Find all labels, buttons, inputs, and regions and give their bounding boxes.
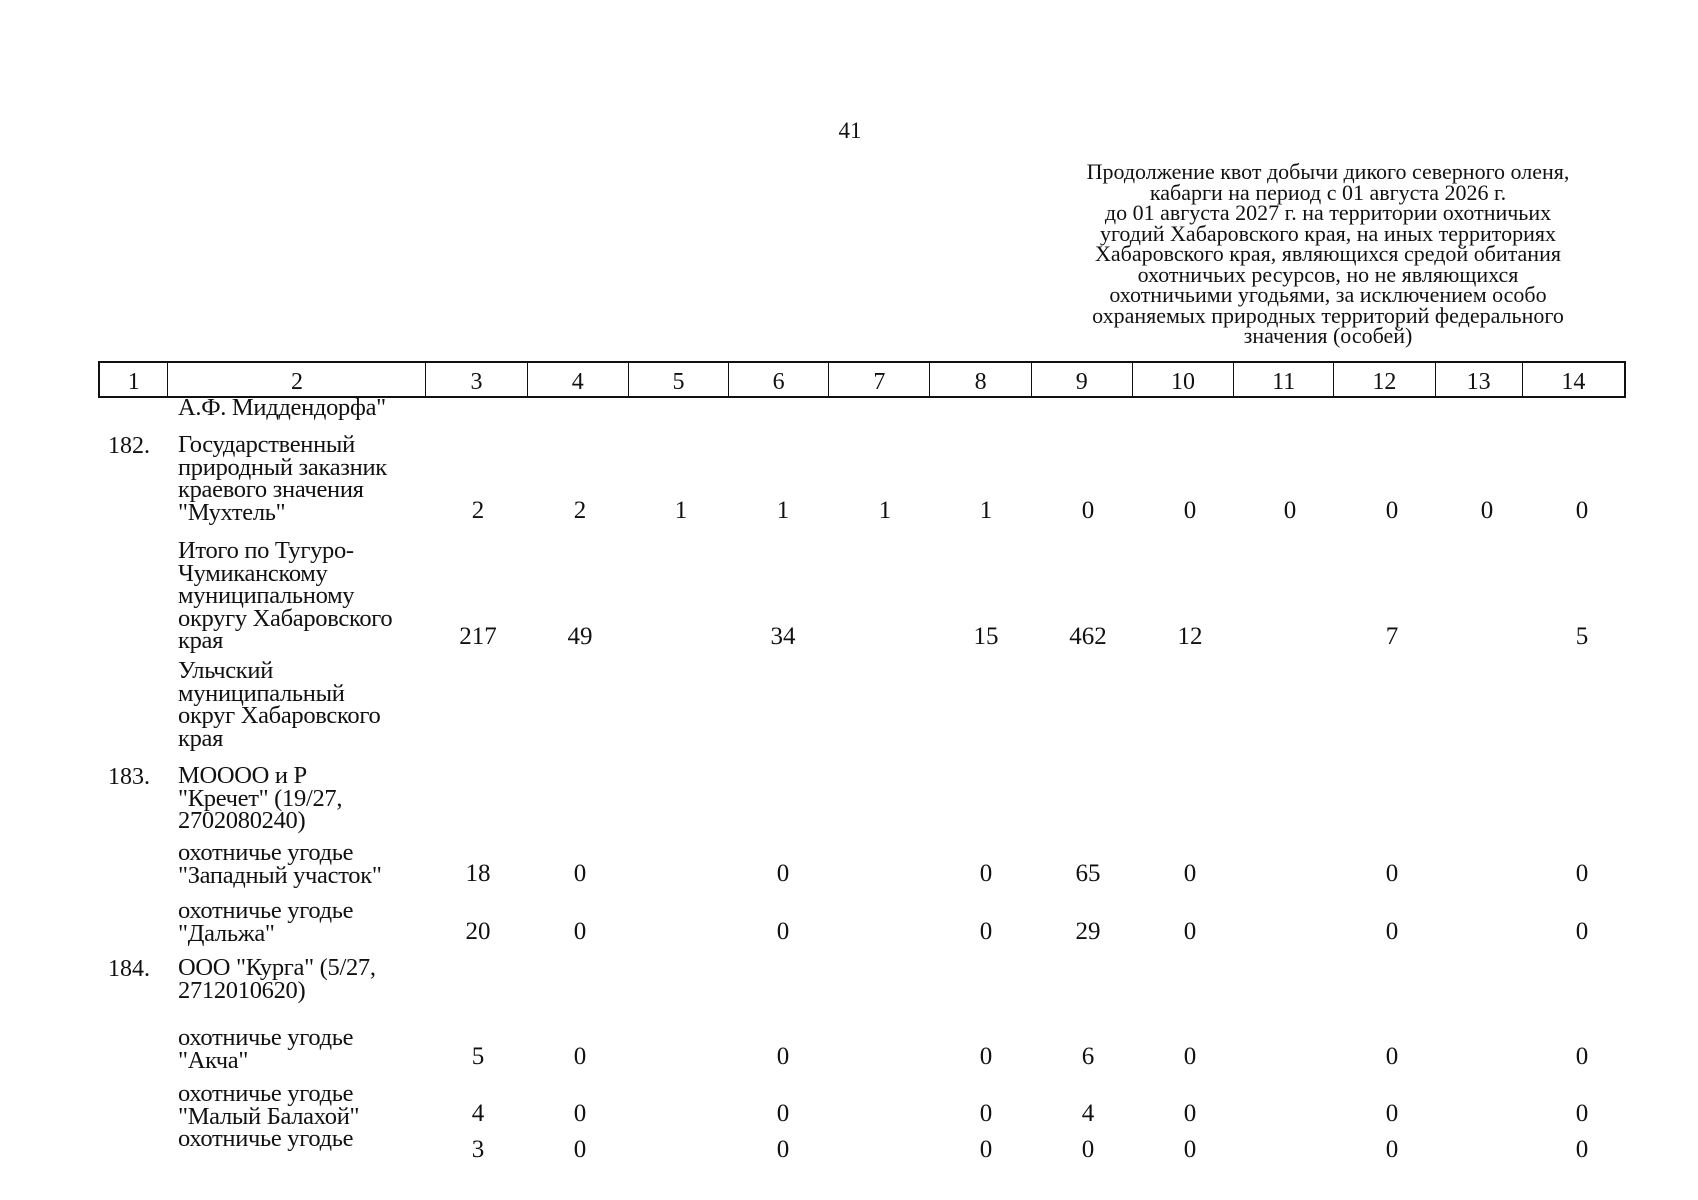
row-name-line: природный заказник: [178, 453, 387, 481]
value-cell-col-4: 2: [573, 497, 587, 524]
column-number-header: [98, 361, 1626, 398]
value-cell-col-8: 0: [979, 1043, 993, 1070]
value-cell-col-10: 0: [1183, 860, 1197, 887]
value-cell-col-3: 217: [459, 623, 497, 650]
value-cell-col-3: 4: [471, 1100, 485, 1127]
row-name-line: охотничье угодье: [178, 1125, 354, 1152]
value-cell-col-9: 0: [1081, 497, 1095, 524]
row-name-line: охотничье угодье: [178, 1024, 354, 1051]
value-cell-col-10: 0: [1183, 1136, 1197, 1163]
value-cell-col-6: 0: [776, 860, 790, 887]
caption-line: значения (особей): [1243, 323, 1413, 348]
value-cell-col-12: 0: [1385, 918, 1399, 945]
value-cell-col-6: 0: [776, 1100, 790, 1127]
value-cell-col-14: 0: [1575, 918, 1589, 945]
page-number: 41: [838, 118, 862, 143]
row-name-line: охотничье угодье: [178, 1080, 354, 1107]
column-header-9: 9: [1031, 363, 1132, 396]
value-cell-col-14: 5: [1575, 623, 1589, 650]
row-name-line: "Дальжа": [178, 919, 275, 947]
value-cell-col-8: 0: [979, 1136, 993, 1163]
row-name: [178, 431, 428, 526]
value-cell-col-6: 34: [770, 623, 796, 650]
row-name-line: ООО "Курга" (5/27,: [178, 954, 376, 981]
row-name-line: "Акча": [178, 1046, 249, 1074]
row-name-line: края: [178, 724, 224, 752]
value-cell-col-10: 12: [1177, 623, 1203, 650]
value-cell-col-3: 3: [471, 1136, 485, 1163]
column-header-13: 13: [1435, 363, 1522, 396]
row-name-line: края: [178, 627, 224, 654]
value-cell-col-4: 0: [573, 1136, 587, 1163]
row-name-line: "Западный участок": [178, 861, 382, 889]
row-name: [178, 839, 428, 889]
row-name: [178, 762, 428, 834]
row-name-line: А.Ф. Миддендорфа": [178, 394, 386, 421]
value-cell-col-14: 0: [1575, 1136, 1589, 1163]
table-caption: [1058, 159, 1598, 348]
value-cell-col-12: 0: [1385, 1100, 1399, 1127]
row-name-line: 2702080240): [178, 807, 306, 834]
column-header-1: 1: [127, 369, 140, 395]
caption-line: охотничьих ресурсов, но не являющихся: [1137, 261, 1519, 287]
column-header-7: 7: [828, 363, 929, 396]
column-header-6: 6: [728, 363, 828, 396]
value-cell-col-4: 0: [573, 1100, 587, 1127]
value-cell-col-9: 4: [1081, 1100, 1095, 1127]
value-cell-col-3: 5: [471, 1043, 485, 1070]
row-name-line: "Малый Балахой": [178, 1102, 360, 1130]
value-cell-col-4: 0: [573, 860, 587, 887]
row-name-line: Государственный: [178, 431, 355, 458]
column-header-14: 14: [1522, 363, 1624, 396]
value-cell-col-8: 1: [979, 497, 993, 524]
value-cell-col-14: 0: [1575, 497, 1589, 524]
caption-line: охотничьими угодьями, за исключением особо: [1109, 282, 1547, 307]
caption-line: кабарги на период с 01 августа 2026 г.: [1149, 179, 1507, 205]
value-cell-col-11: 0: [1283, 497, 1297, 524]
row-name-line: округу Хабаровского: [178, 604, 393, 632]
row-name-line: Ульчский: [178, 657, 274, 684]
value-cell-col-3: 20: [465, 918, 491, 945]
value-cell-col-10: 0: [1183, 1100, 1197, 1127]
caption-line: угодий Хабаровского края, на иных территориях: [1099, 220, 1557, 246]
row-name-line: муниципальный: [178, 679, 345, 707]
value-cell-col-9: 65: [1075, 860, 1101, 887]
row-name: [178, 394, 428, 421]
row-name: [178, 1125, 428, 1152]
row-name-line: "Кречет" (19/27,: [178, 784, 343, 812]
caption-line: до 01 августа 2027 г. на территории охотничьих: [1104, 200, 1552, 225]
value-cell-col-3: 2: [471, 497, 485, 524]
value-cell-col-9: 0: [1081, 1136, 1095, 1163]
value-cell-col-14: 0: [1575, 1043, 1589, 1070]
row-name-line: охотничье угодье: [178, 897, 354, 924]
value-cell-col-6: 0: [776, 918, 790, 945]
value-cell-col-10: 0: [1183, 1043, 1197, 1070]
value-cell-col-14: 0: [1575, 860, 1589, 887]
value-cell-col-3: 18: [465, 860, 491, 887]
column-header-3: 3: [425, 363, 526, 396]
row-name: [178, 1024, 428, 1074]
value-cell-col-4: 0: [573, 1043, 587, 1070]
column-header-12: 12: [1333, 363, 1434, 396]
value-cell-col-10: 0: [1183, 918, 1197, 945]
value-cell-col-9: 462: [1069, 623, 1107, 650]
value-cell-col-12: 0: [1385, 1136, 1399, 1163]
value-cell-col-13: 0: [1480, 497, 1494, 524]
row-name-line: муниципальному: [178, 582, 355, 609]
value-cell-col-12: 0: [1385, 497, 1399, 524]
row-name: [178, 954, 428, 1004]
row-number: 183.: [108, 764, 150, 790]
value-cell-col-12: 0: [1385, 860, 1399, 887]
caption-line: охраняемых природных территорий федерального: [1092, 302, 1564, 328]
value-cell-col-9: 29: [1075, 918, 1101, 945]
column-header-2: 2: [167, 363, 425, 396]
row-name-line: Чумиканскому: [178, 559, 328, 587]
row-name: [178, 1080, 428, 1130]
row-number: 182.: [108, 433, 150, 459]
value-cell-col-8: 0: [979, 860, 993, 887]
row-name-line: охотничье угодье: [178, 839, 354, 866]
value-cell-col-12: 7: [1385, 623, 1399, 650]
row-number: 184.: [108, 956, 150, 982]
value-cell-col-12: 0: [1385, 1043, 1399, 1070]
row-name-line: округ Хабаровского: [178, 702, 381, 729]
value-cell-col-5: 1: [674, 497, 688, 524]
row-name-line: МОООО и Р: [178, 762, 307, 789]
row-name: [178, 897, 428, 947]
column-header-4: 4: [527, 363, 628, 396]
column-header-5: 5: [628, 363, 728, 396]
value-cell-col-6: 0: [776, 1043, 790, 1070]
value-cell-col-8: 15: [973, 623, 999, 650]
column-header-8: 8: [929, 363, 1030, 396]
value-cell-col-7: 1: [878, 497, 892, 524]
value-cell-col-6: 0: [776, 1136, 790, 1163]
value-cell-col-8: 0: [979, 1100, 993, 1127]
row-name-line: Итого по Тугуро-: [178, 537, 354, 564]
row-name: [178, 657, 428, 752]
row-name-line: "Мухтель": [178, 498, 286, 526]
value-cell-col-9: 6: [1081, 1043, 1095, 1070]
value-cell-col-6: 1: [776, 497, 790, 524]
row-name-line: краевого значения: [178, 476, 364, 503]
value-cell-col-4: 0: [573, 918, 587, 945]
value-cell-col-4: 49: [567, 623, 593, 650]
caption-line: Продолжение квот добычи дикого северного оленя,: [1086, 159, 1570, 184]
value-cell-col-14: 0: [1575, 1100, 1589, 1127]
column-header-10: 10: [1132, 363, 1233, 396]
value-cell-col-8: 0: [979, 918, 993, 945]
column-header-11: 11: [1233, 363, 1333, 396]
caption-line: Хабаровского края, являющихся средой обитания: [1095, 241, 1561, 266]
row-name: [178, 537, 428, 654]
value-cell-col-10: 0: [1183, 497, 1197, 524]
row-name-line: 2712010620): [178, 976, 306, 1004]
